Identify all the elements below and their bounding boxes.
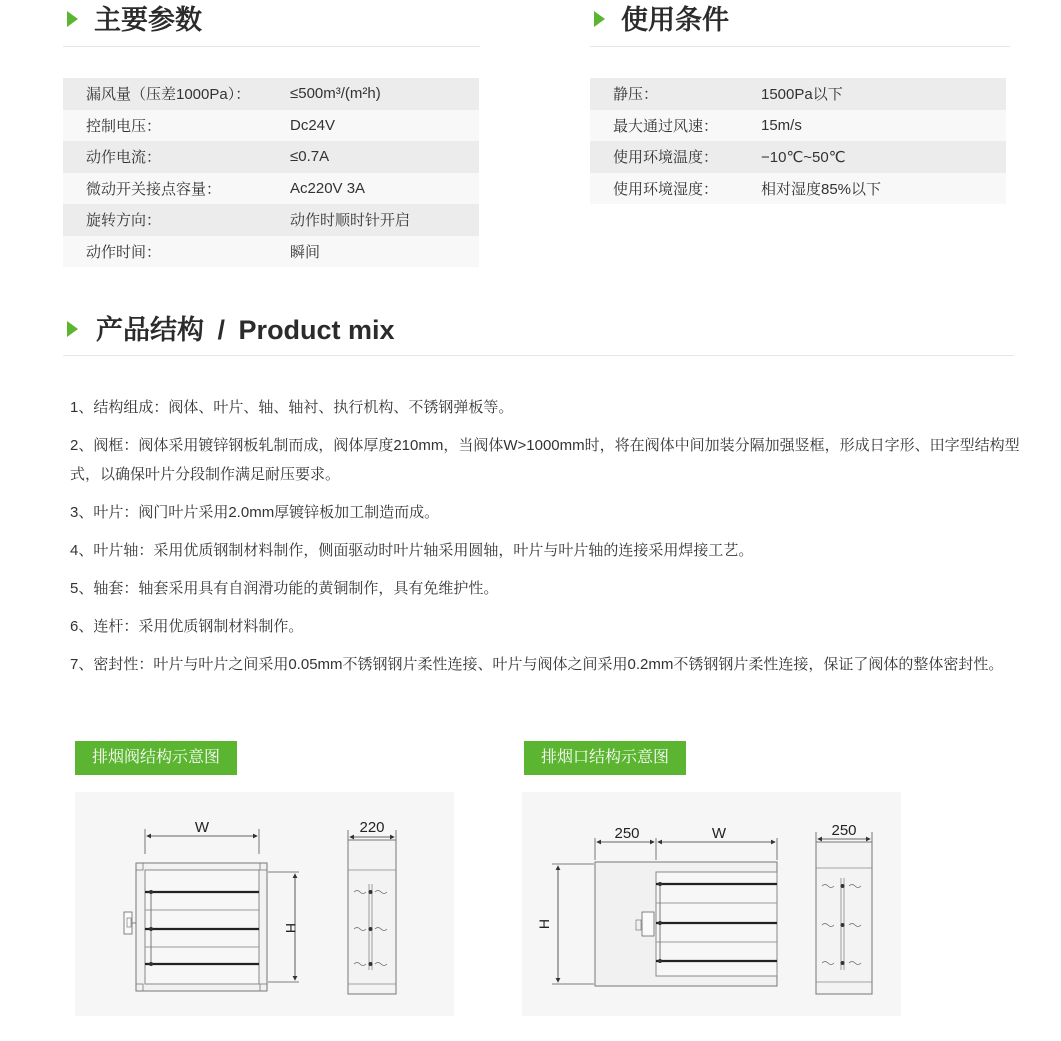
dim-left-label: 250 (614, 825, 640, 842)
param-value: Dc24V (290, 110, 479, 142)
condition-label: 使用环境温度： (590, 141, 761, 173)
param-label: 动作电流： (63, 141, 290, 173)
structure-item: 5、轴套：轴套采用具有自润滑功能的黄铜制作，具有免维护性。 (70, 580, 499, 597)
param-label: 动作时间： (63, 236, 290, 268)
conditions-header (590, 0, 1010, 47)
dim-h-label: H (536, 918, 552, 930)
structure-header (63, 309, 1014, 356)
table-row (590, 78, 1006, 110)
diagram1-panel (75, 792, 454, 1016)
conditions-title: 使用条件 (621, 5, 729, 35)
condition-value: −10℃~50℃ (761, 141, 1006, 173)
table-row (63, 78, 479, 110)
table-row (63, 173, 479, 205)
structure-item: 1、结构组成：阀体、叶片、轴、轴衬、执行机构、不锈钢弹板等。 (70, 399, 514, 416)
table-row (63, 110, 479, 142)
param-label: 微动开关接点容量： (63, 173, 290, 205)
dim-depth-label: 220 (359, 819, 385, 836)
structure-item: 7、密封性：叶片与叶片之间采用0.05mm不锈钢钢片柔性连接、叶片与阀体之间采用0.2mm不锈钢钢片柔性连接，保证了阀体的整体密封性。 (70, 656, 1004, 673)
param-value: 动作时顺时针开启 (290, 204, 479, 236)
dim-w-label: W (711, 825, 727, 842)
diagram2-tag: 排烟口结构示意图 (524, 741, 686, 775)
param-label: 漏风量（压差1000Pa）： (63, 78, 290, 110)
param-value: ≤0.7A (290, 141, 479, 173)
table-row (590, 173, 1006, 205)
conditions-table (590, 78, 1006, 204)
diagram1-tag: 排烟阀结构示意图 (75, 741, 237, 775)
structure-description (70, 393, 1020, 688)
main-params-title: 主要参数 (94, 5, 202, 35)
structure-item: 6、连杆：采用优质钢制材料制作。 (70, 618, 304, 635)
dim-w-label: W (194, 819, 210, 836)
table-row (63, 204, 479, 236)
smoke-outlet-diagram (522, 792, 901, 1016)
table-row (590, 141, 1006, 173)
table-row (63, 141, 479, 173)
condition-label: 静压： (590, 78, 761, 110)
structure-item: 2、阀框：阀体采用镀锌钢板轧制而成，阀体厚度210mm，当阀体W>1000mm时，将在阀体中间加装分隔加强竖框，形成日字形、田字型结构型式，以确保叶片分段制作满足耐压要求。 (70, 437, 1020, 483)
structure-title-separator: / (217, 315, 226, 345)
structure-title-en: Product mix (238, 315, 395, 345)
condition-label: 最大通过风速： (590, 110, 761, 142)
triangle-bullet-icon (67, 11, 78, 27)
structure-item: 3、叶片：阀门叶片采用2.0mm厚镀锌板加工制造而成。 (70, 504, 440, 521)
structure-title-cn: 产品结构 (96, 315, 204, 345)
table-row (63, 236, 479, 268)
structure-title (96, 310, 395, 350)
param-value: 瞬间 (290, 236, 479, 268)
param-value: ≤500m³/(m²h) (290, 78, 479, 110)
main-params-table (63, 78, 479, 267)
condition-value: 相对湿度85%以下 (761, 173, 1006, 205)
dim-depth-label: 250 (831, 822, 857, 839)
param-label: 控制电压： (63, 110, 290, 142)
param-value: Ac220V 3A (290, 173, 479, 205)
diagram2-panel (522, 792, 901, 1016)
condition-label: 使用环境湿度： (590, 173, 761, 205)
param-label: 旋转方向： (63, 204, 290, 236)
table-row (590, 110, 1006, 142)
triangle-bullet-icon (67, 321, 78, 337)
triangle-bullet-icon (594, 11, 605, 27)
dim-h-label: H (283, 922, 299, 934)
smoke-damper-diagram (75, 792, 454, 1016)
condition-value: 1500Pa以下 (761, 78, 1006, 110)
main-params-header (63, 0, 480, 47)
condition-value: 15m/s (761, 110, 1006, 142)
structure-item: 4、叶片轴：采用优质钢制材料制作，侧面驱动时叶片轴采用圆轴，叶片与叶片轴的连接采用焊接工艺。 (70, 542, 754, 559)
